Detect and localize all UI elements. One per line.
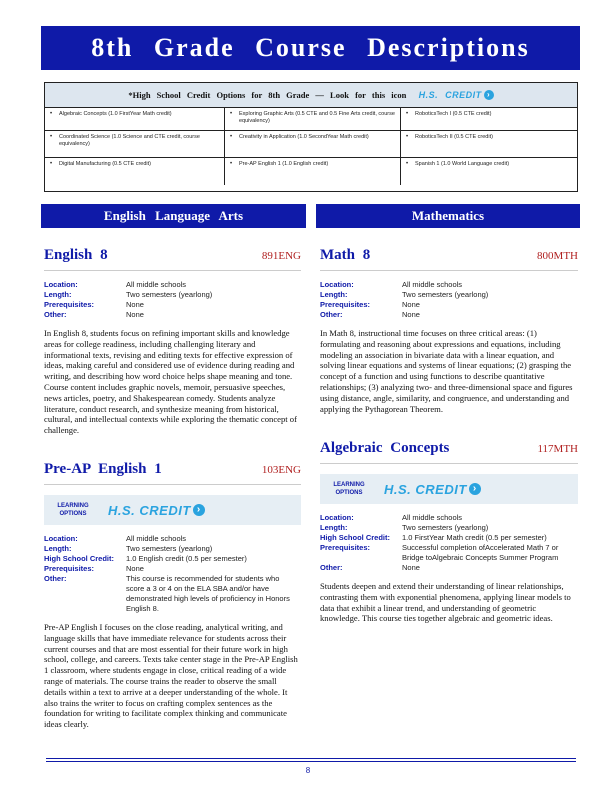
- option-item: • Creativity in Application (1.0 SecondYear Math credit): [225, 131, 401, 158]
- footer-divider: [46, 761, 576, 762]
- hs-credit-icon: H.S. CREDIT ›: [419, 90, 494, 100]
- course-title: Pre-AP English 1: [44, 461, 162, 477]
- learning-options-label: LEARNING OPTIONS: [57, 503, 89, 517]
- hs-credit-icon: H.S. CREDIT ›: [384, 482, 481, 497]
- course-title: Algebraic Concepts: [320, 440, 450, 456]
- course-info: Location: All middle schools Length: Two semesters (yearlong) Prerequisites: None Other: None: [44, 280, 213, 319]
- course-info: Location: All middle schools Length: Two semesters (yearlong) High School Credit: 1.0 English credit (0.5 per semester) Prerequisites: None Other: This course is recommended for students who score a 3 or 4 on the ELA SBA and/or have demonstrated high levels of proficiency in Honors English 8.: [44, 534, 290, 613]
- option-item: • Coordinated Science (1.0 Science and CTE credit, course equivalency): [45, 131, 225, 158]
- option-item: • Algebraic Concepts (1.0 FirstYear Math credit): [45, 108, 225, 131]
- course-code: 800MTH: [537, 250, 578, 262]
- course-description: Students deepen and extend their understanding of linear relationships, contrasting them with exponential phenomena, applying linear models to data that exhibit a linear trend, and understanding of geometric knowledge. This course ties together algebraic and geometric ideas.: [320, 581, 571, 624]
- option-item: • Pre-AP English 1 (1.0 English credit): [225, 158, 401, 185]
- math8-course: [320, 247, 578, 414]
- course-title: English 8: [44, 247, 108, 263]
- chevron-circle-icon: ›: [469, 483, 481, 495]
- option-item: • Digital Manufacturing (0.5 CTE credit): [45, 158, 225, 185]
- learning-options-label: LEARNING OPTIONS: [333, 482, 365, 496]
- course-info: Location: All middle schools Length: Two semesters (yearlong) Prerequisites: None Other: None: [320, 280, 489, 319]
- option-item: • RoboticsTech II (0.5 CTE credit): [401, 131, 577, 158]
- section-header-ela: English Language Arts: [41, 204, 306, 228]
- options-header: [45, 83, 577, 107]
- hs-credit-icon: H.S. CREDIT ›: [108, 503, 205, 518]
- options-grid: [45, 107, 577, 185]
- page-number: 8: [305, 766, 311, 775]
- preap-english-course: [44, 461, 301, 730]
- footer-divider: [46, 758, 576, 759]
- course-code: 891ENG: [261, 250, 301, 262]
- course-description: Pre-AP English I focuses on the close reading, analytical writing, and language skills that have immediate relevance for students across their current courses and that are most essential for their future work in high school, college, and careers. Texts take center stage in the Pre-AP English 1 classroom, where students engage in close, critical reading of a wide range of materials. The course trains the reader to observe the small details within a text to arrive at a deeper understanding of the whole. It also trains the writer to focus on crafting complex sentences as the foundation for writing to facilitate complex thinking and communicate ideas clearly.: [44, 622, 298, 730]
- options-header-text: *High School Credit Options for 8th Grade — Look for this icon: [128, 90, 407, 100]
- learning-options-box: [320, 474, 578, 504]
- course-title: Math 8: [320, 247, 371, 263]
- course-info: Location: All middle schools Length: Two semesters (yearlong) High School Credit: 1.0 FirstYear Math credit (0.5 per semester) Prerequisites: Successful completion ofAccelerated Math 7 or Bridge toAlgebraic Concepts Summer Program Other: None: [320, 513, 559, 572]
- course-code: 117MTH: [537, 443, 578, 455]
- chevron-circle-icon: ›: [484, 90, 494, 100]
- learning-options-box: [44, 495, 301, 525]
- algebraic-concepts-course: [320, 440, 578, 624]
- course-description: In Math 8, instructional time focuses on three critical areas: (1) formulating and reasoning about expressions and equations, including modeling an association in bivariate data with a linear equation, and solving linear equations and systems of linear equations; (2) grasping the concept of a function and using functions to describe quantitative relationships; (3) analyzing two- and three-dimensional space and figures using distance, angle, similarity, and congruence, and understanding and applying the Pythagorean Theorem.: [320, 328, 573, 414]
- course-description: In English 8, students focus on refining important skills and knowledge areas for college readiness, including challenging literary and informational texts, revising and editing texts for effective expression of ideas, making careful and considered use of evidence during reading and writing, and describing how word choice helps shape meaning and tone. Course content includes graphic novels, memoir, persuasive speeches, news articles, poetry, and Shakespearean comedy. Students analyze literature, conduct research, and synthesize meaning from historical, cultural, and intellectual contexts while exploring the thematic concept of challenge.: [44, 328, 297, 436]
- hs-credit-options-box: [44, 82, 578, 192]
- page-title: 8th Grade Course Descriptions: [41, 26, 580, 70]
- section-header-math: Mathematics: [316, 204, 580, 228]
- option-item: • RoboticsTech I (0.5 CTE credit): [401, 108, 577, 131]
- chevron-circle-icon: ›: [193, 504, 205, 516]
- course-code: 103ENG: [261, 464, 301, 476]
- option-item: • Spanish 1 (1.0 World Language credit): [401, 158, 577, 185]
- option-item: • Exploring Graphic Arts (0.5 CTE and 0.5 Fine Arts credit, course equivalency): [225, 108, 401, 131]
- english8-course: [44, 247, 301, 436]
